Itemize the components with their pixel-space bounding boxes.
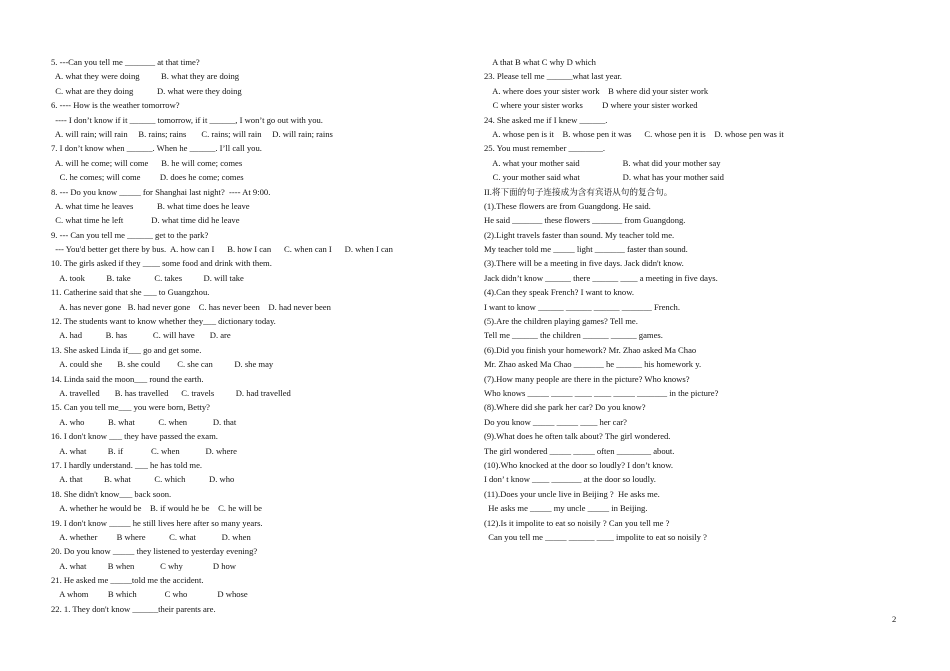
left-column-line: 11. Catherine said that she ___ to Guangzhou. [51, 287, 210, 298]
left-column-line: A. what B when C why D how [51, 560, 237, 571]
left-column-line: A. will he come; will come B. he will come; comes [51, 157, 243, 168]
right-column-line: 23. Please tell me ______what last year. [484, 71, 622, 82]
right-column-line: (1).These flowers are from Guangdong. He said. [484, 200, 651, 211]
right-column-line: Who knows _____ _____ ____ ____ _____ _______ in the picture? [484, 387, 719, 398]
left-column-line: A whom B which C who D whose [51, 589, 248, 600]
right-column-line: Tell me ______ the children ______ ______ games. [484, 330, 663, 341]
right-column-line: (5).Are the children playing games? Tell me. [484, 316, 638, 327]
left-column-line: A. who B. what C. when D. that [51, 416, 237, 427]
right-column-line: II.将下面的句子连接成为含有宾语从句的复合句。 [484, 186, 673, 197]
right-column-line: My teacher told me _____ light _______ faster than sound. [484, 244, 688, 255]
left-column [51, 55, 461, 616]
left-column-line: A. what B. if C. when D. where [51, 445, 237, 456]
right-column-line: (6).Did you finish your homework? Mr. Zhao asked Ma Chao [484, 344, 697, 355]
left-column-line: 7. I don’t know when ______. When he ______. I’ll call you. [51, 143, 262, 154]
right-column-line: (9).What does he often talk about? The girl wondered. [484, 431, 671, 442]
right-column-line: 24. She asked me if I knew ______. [484, 114, 608, 125]
left-column-line: 16. I don't know ___ they have passed the exam. [51, 431, 218, 442]
left-column-line: C. what time he left D. what time did he leave [51, 215, 240, 226]
right-column-line: He asks me _____ my uncle _____ in Beijing. [484, 503, 648, 514]
left-column-line: 5. ---Can you tell me _______ at that time? [51, 57, 200, 67]
left-column-line: A. travelled B. has travelled C. travels D. had travelled [51, 387, 291, 398]
right-column-line: A. what your mother said B. what did your mother say [484, 157, 721, 168]
left-column-line: ---- I don’t know if it ______ tomorrow, if it ______, I won’t go out with you. [51, 114, 323, 125]
left-column-line: 15. Can you tell me___ you were born, Betty? [51, 402, 210, 413]
right-column-line: C. your mother said what D. what has your mother said [484, 172, 724, 183]
left-column-line: 9. --- Can you tell me ______ get to the park? [51, 229, 209, 240]
right-column-line: (8).Where did she park her car? Do you know? [484, 402, 646, 413]
right-column-line: (10).Who knocked at the door so loudly? I don’t know. [484, 459, 674, 470]
right-column-line: Mr. Zhao asked Ma Chao _______ he ______ his homework y. [484, 359, 702, 370]
right-column-line: (12).Is it impolite to eat so noisily ? Can you tell me ? [484, 517, 670, 528]
right-column-line: C where your sister works D where your sister worked [484, 100, 698, 111]
right-column-line: (7).How many people are there in the picture? Who knows? [484, 373, 690, 384]
right-column-line: 25. You must remember ________. [484, 143, 606, 154]
right-column-line: The girl wondered _____ _____ often ________ about. [484, 445, 675, 456]
left-column-line: 20. Do you know _____ they listened to yesterday evening? [51, 546, 258, 557]
right-column-line: A. whose pen is it B. whose pen it was C. whose pen it is D. whose pen was it [484, 128, 784, 139]
left-column-line: A. whether he would be B. if would he be C. he will be [51, 503, 262, 514]
right-column-line: I don’ t know ____ _______ at the door so loudly. [484, 474, 656, 485]
right-column-line: He said _______ these flowers _______ from Guangdong. [484, 215, 686, 226]
right-column-line: I want to know ______ ______ ______ _______ French. [484, 301, 680, 312]
left-column-line: A. took B. take C. takes D. will take [51, 272, 244, 283]
left-column-line: A. had B. has C. will have D. are [51, 330, 231, 341]
left-column-line: A. could she B. she could C. she can D. she may [51, 359, 274, 370]
left-column-line: 12. The students want to know whether they___ dictionary today. [51, 316, 276, 327]
page-number: 2 [892, 614, 897, 624]
left-column-line: 8. --- Do you know _____ for Shanghai last night? ---- At 9:00. [51, 186, 271, 197]
right-column-line: (11).Does your uncle live in Beijing ? He asks me. [484, 488, 660, 499]
right-column-line: (2).Light travels faster than sound. My teacher told me. [484, 229, 675, 240]
left-column-line: A. what they were doing B. what they are doing [51, 71, 240, 82]
right-column [484, 55, 904, 544]
right-column-line: (3).There will be a meeting in five days. Jack didn't know. [484, 258, 684, 269]
left-column-line: A. that B. what C. which D. who [51, 474, 235, 485]
left-column-line: --- You'd better get there by bus. A. how can I B. how I can C. when can I D. when I can [51, 244, 393, 255]
left-column-line: A. what time he leaves B. what time does he leave [51, 200, 250, 211]
left-column-line: A. whether B where C. what D. when [51, 531, 251, 542]
left-column-line: 13. She asked Linda if___ go and get some. [51, 344, 202, 355]
left-column-line: A. has never gone B. had never gone C. has never been D. had never been [51, 301, 331, 312]
right-column-line: Jack didn’t know ______ there ______ ____ a meeting in five days. [484, 272, 718, 283]
right-column-line: A. where does your sister work B where did your sister work [484, 85, 709, 96]
left-column-line: 10. The girls asked if they ____ some food and drink with them. [51, 258, 272, 269]
right-column-line: (4).Can they speak French? I want to know. [484, 287, 635, 298]
left-column-line: 19. I don't know _____ he still lives here after so many years. [51, 517, 263, 528]
left-column-line: C. what are they doing D. what were they doing [51, 85, 242, 96]
left-column-line: A. will rain; will rain B. rains; rains C. rains; will rain D. will rain; rains [51, 128, 333, 139]
right-column-line: Do you know _____ _____ ____ her car? [484, 416, 627, 427]
right-column-line: Can you tell me _____ ______ ____ impolite to eat so noisily ? [484, 531, 707, 542]
left-column-line: 21. He asked me _____told me the accident. [51, 575, 204, 586]
left-column-line: 18. She didn't know___ back soon. [51, 488, 172, 499]
left-column-line: C. he comes; will come D. does he come; comes [51, 172, 244, 183]
left-column-line: 6. ---- How is the weather tomorrow? [51, 100, 180, 111]
left-column-line: 22. 1. They don't know ______their parents are. [51, 603, 216, 614]
left-column-line: 14. Linda said the moon___ round the earth. [51, 373, 204, 384]
right-column-line: A that B what C why D which [484, 57, 596, 67]
left-column-line: 17. I hardly understand. ___ he has told me. [51, 459, 203, 470]
